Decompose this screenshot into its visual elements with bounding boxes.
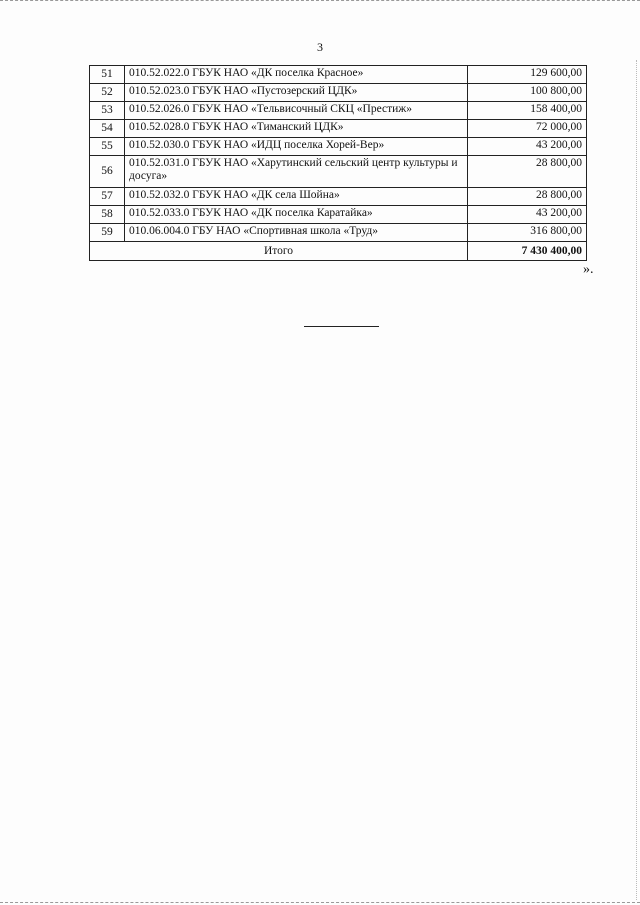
row-number: 58	[90, 206, 125, 224]
row-number: 52	[90, 84, 125, 102]
row-amount: 43 200,00	[468, 206, 587, 224]
table-row	[90, 188, 587, 206]
end-divider-line	[304, 326, 379, 327]
table-row	[90, 206, 587, 224]
row-name: 010.52.022.0 ГБУК НАО «ДК поселка Красное»	[125, 66, 468, 84]
table-row	[90, 224, 587, 242]
page-number: 3	[317, 40, 323, 54]
scan-edge-right	[635, 60, 637, 900]
row-name: 010.52.030.0 ГБУК НАО «ИДЦ поселка Хорей-Вер»	[125, 138, 468, 156]
table-row	[90, 102, 587, 120]
row-number: 54	[90, 120, 125, 138]
row-name: 010.06.004.0 ГБУ НАО «Спортивная школа «Труд»	[125, 224, 468, 242]
table-row	[90, 84, 587, 102]
total-row	[90, 242, 587, 261]
row-amount: 43 200,00	[468, 138, 587, 156]
scan-edge-top	[0, 0, 640, 4]
total-amount: 7 430 400,00	[468, 242, 587, 261]
row-number: 55	[90, 138, 125, 156]
row-name: 010.52.033.0 ГБУК НАО «ДК поселка Каратайка»	[125, 206, 468, 224]
row-number: 59	[90, 224, 125, 242]
table-row	[90, 156, 587, 188]
row-name: 010.52.028.0 ГБУК НАО «Тиманский ЦДК»	[125, 120, 468, 138]
scan-edge-bottom	[0, 899, 640, 903]
row-amount: 158 400,00	[468, 102, 587, 120]
total-label: Итого	[90, 242, 468, 261]
row-amount: 316 800,00	[468, 224, 587, 242]
closing-quote-mark: ».	[583, 262, 594, 277]
table-row	[90, 66, 587, 84]
row-amount: 28 800,00	[468, 156, 587, 188]
row-number: 56	[90, 156, 125, 188]
row-name: 010.52.026.0 ГБУК НАО «Тельвисочный СКЦ «Престиж»	[125, 102, 468, 120]
row-amount: 72 000,00	[468, 120, 587, 138]
institutions-table	[89, 65, 587, 261]
row-amount: 129 600,00	[468, 66, 587, 84]
table-row	[90, 138, 587, 156]
row-number: 51	[90, 66, 125, 84]
row-number: 53	[90, 102, 125, 120]
row-name: 010.52.031.0 ГБУК НАО «Харутинский сельский центр культуры и досуга»	[125, 156, 468, 188]
row-amount: 100 800,00	[468, 84, 587, 102]
row-name: 010.52.023.0 ГБУК НАО «Пустозерский ЦДК»	[125, 84, 468, 102]
row-name: 010.52.032.0 ГБУК НАО «ДК села Шойна»	[125, 188, 468, 206]
row-amount: 28 800,00	[468, 188, 587, 206]
row-number: 57	[90, 188, 125, 206]
table-row	[90, 120, 587, 138]
